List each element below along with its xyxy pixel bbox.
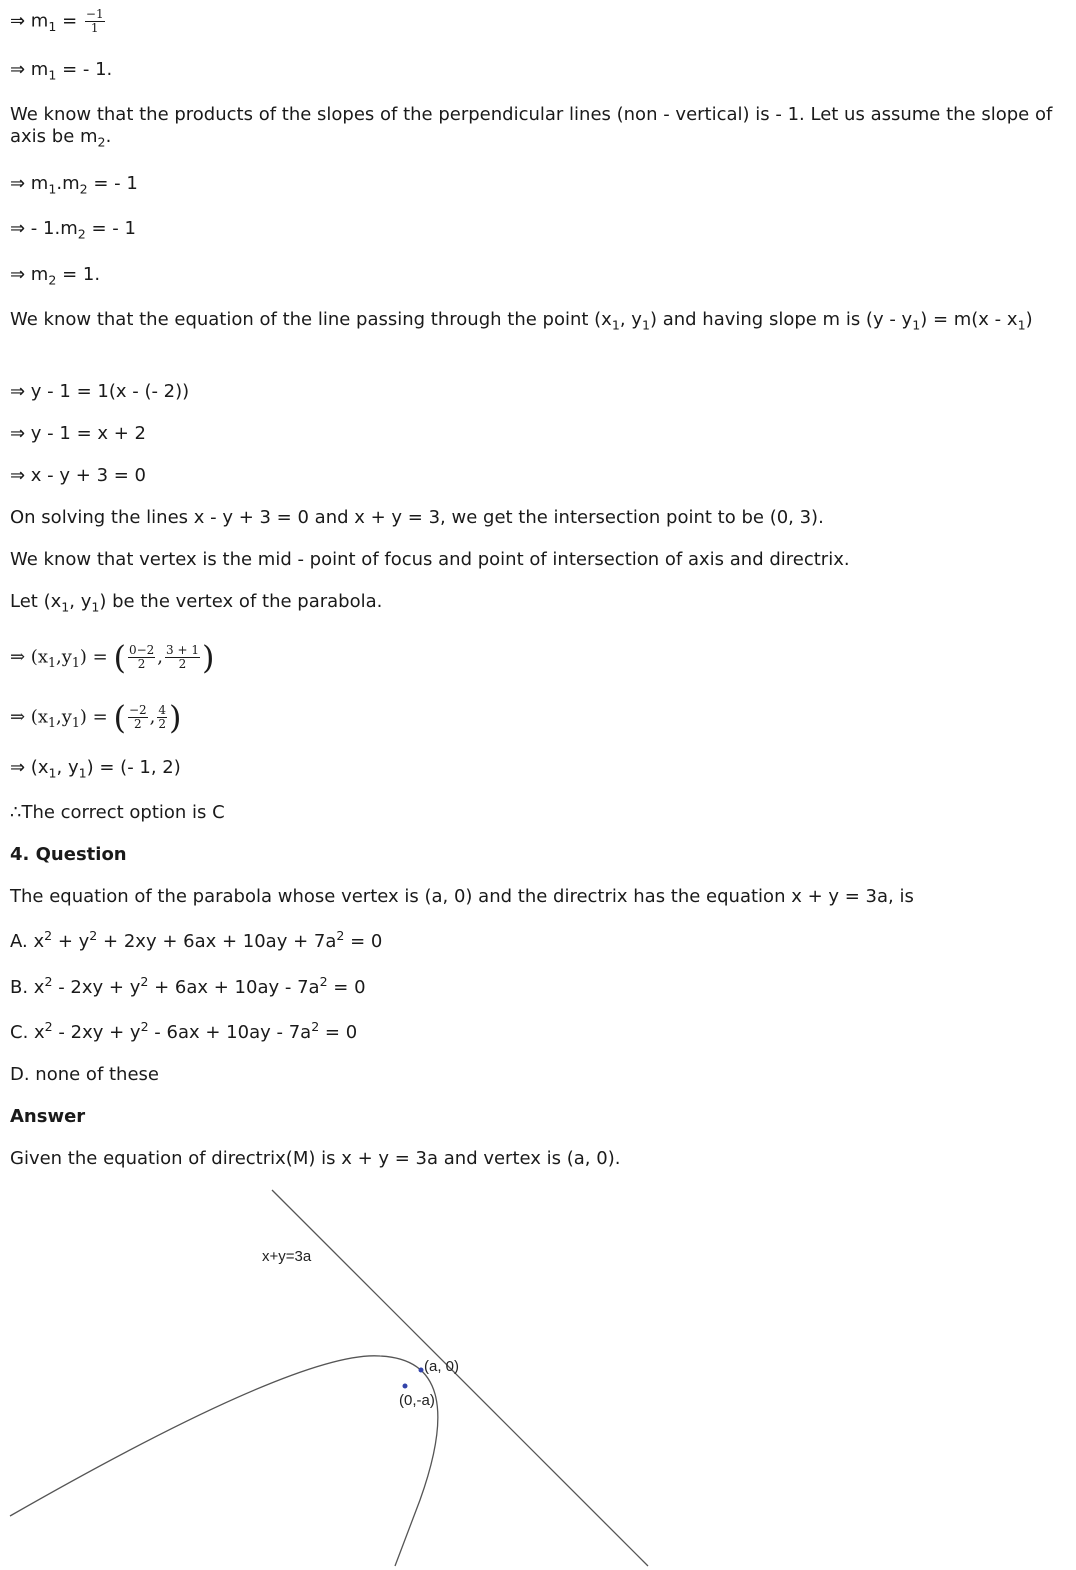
axis-equation-step2: ⇒ y - 1 = x + 2 bbox=[10, 423, 147, 444]
vertex-result: ⇒ ($x_1$, $y_1$) = (- 1, 2) bbox=[10, 757, 181, 781]
vertex-point bbox=[419, 1368, 424, 1373]
correct-option-text: ∴The correct option is C bbox=[10, 802, 225, 823]
directrix-line bbox=[272, 1190, 648, 1566]
given-text: Given the equation of directrix(M) is x + y = 3a and vertex is (a, 0). bbox=[10, 1148, 621, 1169]
fraction: $\frac{-1}{1}$ bbox=[85, 7, 104, 35]
fraction: $\frac{4}{2}$ bbox=[158, 703, 167, 731]
vertex-label: (a, 0) bbox=[424, 1358, 460, 1375]
midpoint-formula: ⇒ $(x_1,y_1)$ = ( $\frac{0-2}{2}$ , $\frac{3 + 1}{2}$ ) bbox=[10, 638, 215, 677]
focus-point bbox=[403, 1384, 408, 1389]
axis-equation-step3: ⇒ x - y + 3 = 0 bbox=[10, 465, 147, 486]
perpendicular-slopes-text: We know that the products of the slopes of the perpendicular lines (non - vertical) is - 1. Let us assume the slope of axis be $m_2$. bbox=[10, 104, 1053, 150]
question-text: The equation of the parabola whose vertex is (a, 0) and the directrix has the equation x + y = 3a, is bbox=[10, 886, 914, 907]
option-d: D. none of these bbox=[10, 1064, 159, 1085]
vertex-assumption-text: Let ($x_1$, $y_1$) be the vertex of the parabola. bbox=[10, 591, 383, 615]
focus-label: (0,-a) bbox=[399, 1392, 435, 1409]
fraction: $\frac{0-2}{2}$ bbox=[128, 643, 155, 671]
fraction: $\frac{3 + 1}{2}$ bbox=[166, 643, 199, 671]
option-c: C. $x^2 - 2xy + y^2 - 6ax + 10ay - 7a^2 = 0$ bbox=[10, 1019, 358, 1043]
fraction: $\frac{-2}{2}$ bbox=[128, 703, 147, 731]
slope-m1-fraction: ⇒ $m_1$ = $\frac{-1}{1}$ bbox=[10, 7, 104, 35]
answer-heading: Answer bbox=[10, 1106, 86, 1127]
vertex-midpoint-text: We know that vertex is the mid - point of focus and point of intersection of axis and directrix. bbox=[10, 549, 850, 570]
axis-equation-step1: ⇒ y - 1 = 1(x - (- 2)) bbox=[10, 381, 190, 402]
slope-m1-value: ⇒ $m_1$ = - 1. bbox=[10, 59, 113, 83]
point-slope-text: We know that the equation of the line passing through the point ($x_1$, $y_1$) and having slope m is $(y - y_1) = m(x - x_1)$ bbox=[10, 309, 1033, 333]
question-heading: 4. Question bbox=[10, 844, 127, 865]
intersection-text: On solving the lines x - y + 3 = 0 and x + y = 3, we get the intersection point to be (0, 3). bbox=[10, 507, 824, 528]
parabola-curve bbox=[10, 1356, 438, 1566]
slope-m2-step: ⇒ - $1.m_2$ = - 1 bbox=[10, 218, 136, 242]
option-a: A. $x^2 + y^2 + 2xy + 6ax + 10ay + 7a^2 = 0$ bbox=[10, 928, 383, 952]
directrix-label: x+y=3a bbox=[262, 1248, 312, 1265]
option-b: B. $x^2 - 2xy + y^2 + 6ax + 10ay - 7a^2 = 0$ bbox=[10, 974, 366, 998]
midpoint-simplified: ⇒ $(x_1,y_1)$ = ( $\frac{-2}{2}$ , $\frac{4}{2}$ ) bbox=[10, 698, 182, 737]
slope-product-equation: ⇒ $m_1.m_2$ = - 1 bbox=[10, 173, 138, 197]
parabola-diagram bbox=[0, 1180, 1076, 1570]
slope-m2-value: ⇒ $m_2 = 1$. bbox=[10, 264, 101, 288]
